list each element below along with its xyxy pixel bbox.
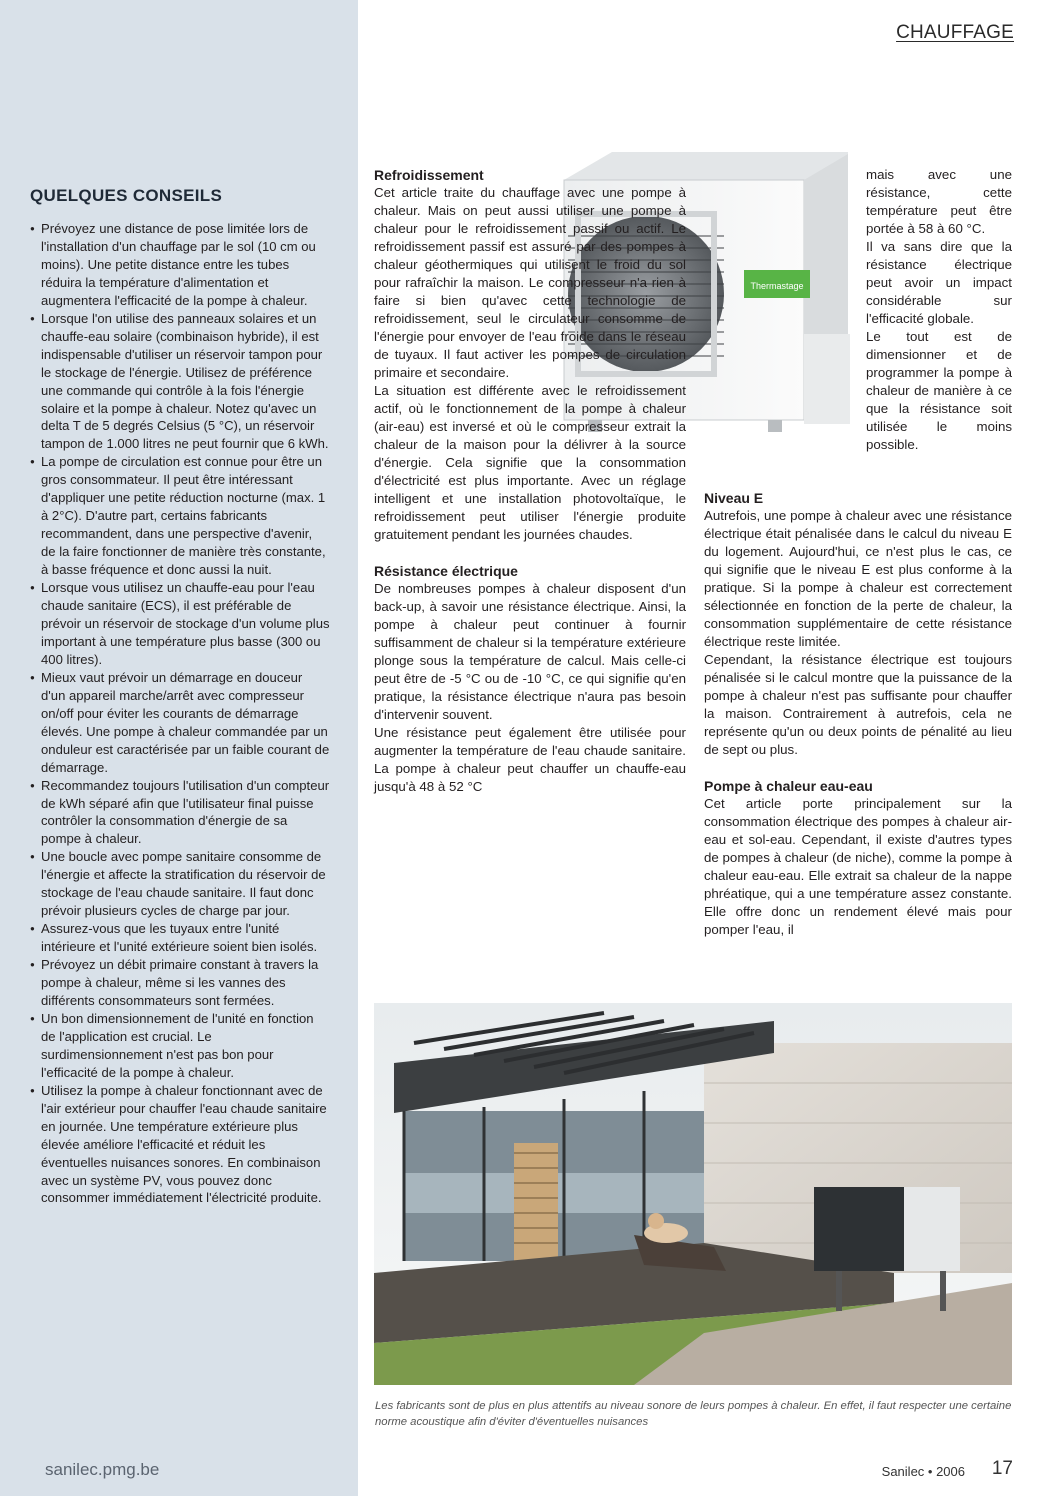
terrace-photo bbox=[374, 1003, 1012, 1385]
conseil-item: ● Assurez-vous que les tuyaux entre l'unité intérieure et l'unité extérieure soient bien isolés. bbox=[30, 920, 330, 956]
article-column-2 bbox=[704, 489, 1012, 939]
conseil-item: ● Prévoyez un débit primaire constant à travers la pompe à chaleur, même si les vannes des différents consommateurs sont fermées. bbox=[30, 956, 330, 1010]
conseil-item: ● Recommandez toujours l'utilisation d'un compteur de kWh séparé afin que l'utilisateur final puisse contrôler la consommation d'énergie de sa pompe à chaleur. bbox=[30, 777, 330, 849]
conseils-list bbox=[30, 220, 330, 1207]
paragraph-refroidissement-2: La situation est différente avec le refroidissement actif, où le fonctionnement de la pompe à chaleur (air-eau) est inversé et où le compresseur extrait la chaleur de la maison pour la délivrer à la source d'énergie. Cela signifie que la consommation d'électricité est plus importante. Avec un réglage intelligent et une installation photovoltaïque, le refroidissement peut utiliser l'énergie produite gratuitement pendant les journées chaudes. bbox=[374, 383, 686, 542]
brand-badge-text: Thermastage bbox=[750, 281, 804, 291]
paragraph-resistance-3: mais avec une résistance, cette température peut être portée à 58 à 60 °C. bbox=[866, 167, 1012, 236]
conseil-item: ● Lorsque vous utilisez un chauffe-eau pour l'eau chaude sanitaire (ECS), il est préférable de prévoir un réservoir de stockage d'un volume plus important à une température plus basse (300 ou 400 litres). bbox=[30, 579, 330, 669]
paragraph-resistance-2: Une résistance peut également être utilisée pour augmenter la température de l'eau chaude sanitaire. La pompe à chaleur peut chauffer un chauffe-eau jusqu'à 48 à 52 °C bbox=[374, 725, 686, 794]
article-column-2-top bbox=[866, 166, 1012, 454]
heading-pompe-eau-eau: Pompe à chaleur eau-eau bbox=[704, 778, 873, 794]
article-column-1 bbox=[374, 166, 686, 796]
conseil-item: ● Utilisez la pompe à chaleur fonctionnant avec de l'air extérieur pour chauffer l'eau chaude sanitaire en journée. Une température extérieure plus élevée améliore l'efficacité et réduit les éventuelles nuisances sonores. En combinaison avec un système PV, vous pouvez donc consommer immédiatement l'électricité produite. bbox=[30, 1082, 330, 1208]
paragraph-pompe-eau-eau: Cet article porte principalement sur la consommation électrique des pompes à chaleur air-eau et sol-eau. Cependant, il existe d'autres types de pompes à chaleur (de niche), comme la pompe à chaleur eau-eau. Elle extrait sa chaleur de la nappe phréatique, qui a une température assez constante. Elle offre donc un rendement élevé mais pour pomper l'eau, il bbox=[704, 796, 1012, 937]
paragraph-resistance-4: Il va sans dire que la résistance électrique peut avoir un impact considérable sur l'efficacité globale. bbox=[866, 239, 1012, 326]
section-title: CHAUFFAGE bbox=[896, 22, 1014, 43]
footer-issue: Sanilec • 2006 bbox=[881, 1464, 965, 1479]
heading-refroidissement: Refroidissement bbox=[374, 167, 484, 183]
page-number: 17 bbox=[991, 1458, 1013, 1479]
conseil-item: ● La pompe de circulation est connue pour être un gros consommateur. Il peut être intéressant d'appliquer une petite réduction nocturne (max. 1 à 2°C). D'autre part, certains fabricants recommandent, dans une perspective d'avenir, de la faire fonctionner de manière très constante, à basse fréquence et donc aussi la nuit. bbox=[30, 453, 330, 579]
conseils-heading: QUELQUES CONSEILS bbox=[30, 186, 223, 205]
conseil-item: ● Mieux vaut prévoir un démarrage en douceur d'un appareil marche/arrêt avec compresseur on/off pour éviter les courants de démarrage élevés. Une pompe à chaleur commandée par un onduleur est caractérisée par un faible courant de démarrage. bbox=[30, 669, 330, 777]
paragraph-niveau-e-2: Cependant, la résistance électrique est toujours pénalisée si le calcul montre que la puissance de la pompe à chaleur n'est pas suffisante pour chauffer la maison. Contrairement à autrefois, cela ne représente qu'un ou deux points de pénalité au lieu de sept ou plus. bbox=[704, 652, 1012, 757]
paragraph-refroidissement-1: Cet article traite du chauffage avec une pompe à chaleur. Mais on peut aussi utiliser une pompe à chaleur pour le refroidissement passif ou actif. Le refroidissement passif est assuré par des pompes à chaleur géothermiques qui utilisent le froid du sol pour rafraîchir la maison. Le compresseur n'a rien à faire si bien qu'avec cette technologie de refroidissement, seul le circulateur consomme de l'énergie pour envoyer de l'eau froide dans le réseau de tuyaux. Il faut activer les pompes de circulation primaire et secondaire. bbox=[374, 185, 686, 380]
paragraph-resistance-1: De nombreuses pompes à chaleur disposent d'un back-up, à savoir une résistance électrique. Ainsi, la pompe à chaleur peut continuer à fournir suffisamment de chaleur si la température extérieure plonge sous la température de calcul. Mais celle-ci peut être de -5 °C ou de -10 °C, ce qui signifie qu'en pratique, la résistance électrique n'aura pas besoin d'intervenir souvent. bbox=[374, 581, 686, 722]
conseil-item: ● Lorsque l'on utilise des panneaux solaires et un chauffe-eau solaire (combinaison hybride), il est indispensable d'utiliser un réservoir tampon pour le stockage de l'énergie. Utilisez de préférence une commande qui contrôle à la fois l'énergie solaire et la pompe à chaleur. Notez qu'avec un delta T de 5 degrés Celsius (5 °C), un réservoir tampon de 1.000 litres ne peut fournir que 6 kWh. bbox=[30, 310, 330, 454]
conseil-item: ● Un bon dimensionnement de l'unité en fonction de l'application est crucial. Le surdimensionnement n'est pas bon pour l'efficacité de la pompe à chaleur. bbox=[30, 1010, 330, 1082]
footer-website: sanilec.pmg.be bbox=[45, 1460, 160, 1479]
conseil-item: ● Une boucle avec pompe sanitaire consomme de l'énergie et affecte la stratification du réservoir de stockage de l'eau chaude sanitaire. Il faut donc prévoir plusieurs cycles de charge par jour. bbox=[30, 848, 330, 920]
photo-caption: Les fabricants sont de plus en plus attentifs au niveau sonore de leurs pompes à chaleur. En effet, il faut respecter une certaine norme acoustique afin d'éviter d'éventuelles nuisances bbox=[375, 1400, 1012, 1428]
conseil-item: ● Prévoyez une distance de pose limitée lors de l'installation d'un chauffage par le sol (10 cm ou moins). Une petite distance entre les tubes réduira la température d'alimentation et augmentera l'efficacité de la pompe à chaleur. bbox=[30, 220, 330, 310]
heading-niveau-e: Niveau E bbox=[704, 490, 764, 506]
paragraph-niveau-e-1: Autrefois, une pompe à chaleur avec une résistance électrique était pénalisée dans le calcul du niveau E du logement. Aujourd'hui, ce n'est plus le cas, ce qui signifie que le niveau E est plus conforme à la pratique. Si la pompe à chaleur est correctement sélectionnée en fonction de la perte de chaleur, la consommation supplémentaire de cette résistance électrique reste limitée. bbox=[704, 508, 1012, 649]
heading-resistance-electrique: Résistance électrique bbox=[374, 563, 518, 579]
paragraph-resistance-5: Le tout est de dimensionner et de programmer la pompe à chaleur de manière à ce que la résistance soit utilisée le moins possible. bbox=[866, 329, 1012, 452]
